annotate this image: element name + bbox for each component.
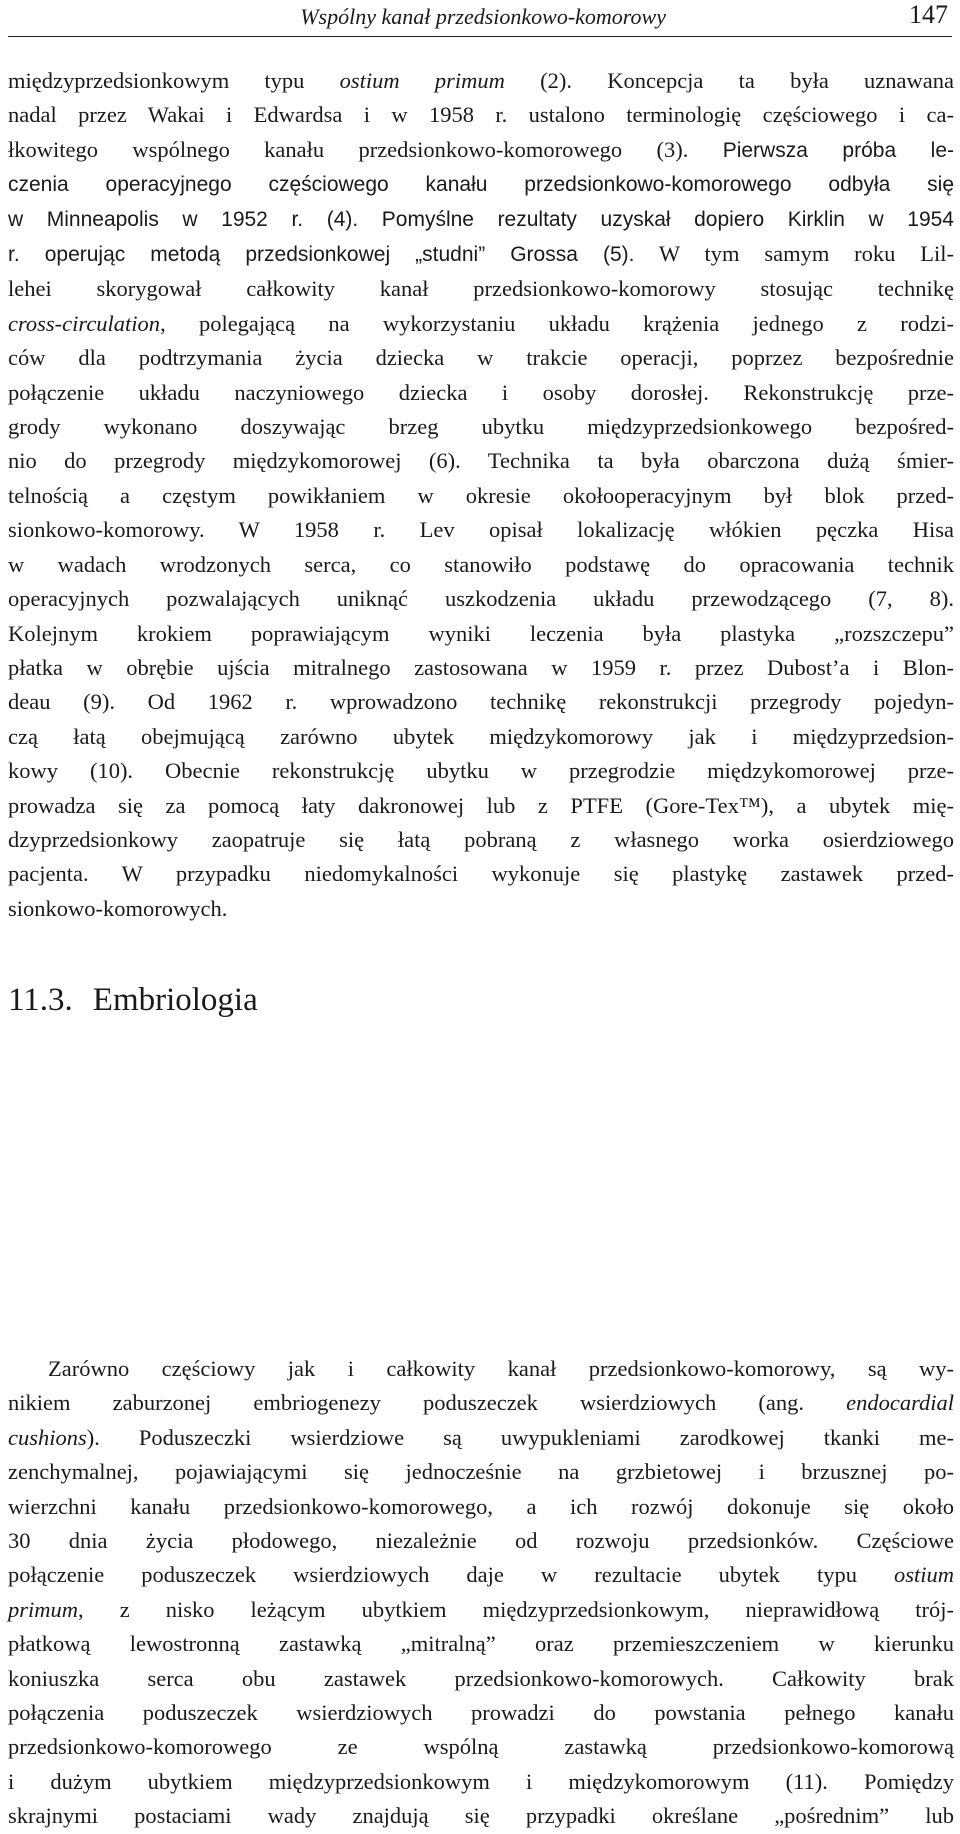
text-line: nikiem zaburzonej embriogenezy poduszeczek wsierdziowych (ang. endocardial xyxy=(8,1390,954,1416)
text-line: płatka w obrębie ujścia mitralnego zastosowana w 1959 r. przez Dubost’a i Blon- xyxy=(8,654,954,680)
text-line: połączenia poduszeczek wsierdziowych prowadzi do powstania pełnego kanału xyxy=(8,1700,954,1726)
text-line: czenia operacyjnego częściowego kanału przedsionkowo-komorowego odbyła się xyxy=(8,173,954,197)
text-line: skrajnymi postaciami wady znajdują się przypadki określane „pośrednim” lub xyxy=(8,1803,954,1829)
text-line: w Minneapolis w 1952 r. (4). Pomyślne rezultaty uzyskał dopiero Kirklin w 1954 xyxy=(8,207,954,231)
text-line: Kolejnym krokiem poprawiającym wyniki leczenia była plastyka „rozszczepu” xyxy=(8,620,954,646)
text-line: sionkowo-komorowy. W 1958 r. Lev opisał lokalizację włókien pęczka Hisa xyxy=(8,517,954,543)
running-title: Wspólny kanał przedsionkowo-komorowy xyxy=(300,4,666,29)
text-line: przedsionkowo-komorowego ze wspólną zastawką przedsionkowo-komorową xyxy=(8,1734,954,1760)
text-line: nio do przegrody międzykomorowej (6). Technika ta była obarczona dużą śmier- xyxy=(8,448,954,474)
header-rule xyxy=(8,36,952,37)
running-header xyxy=(8,0,952,36)
section-number: 11.3. xyxy=(8,982,73,1018)
text-line: międzyprzedsionkowym typu ostium primum (2). Koncepcja ta była uznawana xyxy=(8,68,955,93)
text-line: połączenie poduszeczek wsierdziowych daje w rezultacie ubytek typu ostium xyxy=(8,1562,954,1588)
text-line: pacjenta. W przypadku niedomykalności wykonuje się plastykę zastawek przed- xyxy=(8,861,954,887)
paragraph-embryology xyxy=(8,1352,954,1834)
section-title: Embriologia xyxy=(92,982,258,1018)
text-line: nadal przez Wakai i Edwardsa i w 1958 r. ustalono terminologię częściowego i ca- xyxy=(8,102,954,128)
section-heading xyxy=(8,980,258,1020)
text-line: łkowitego wspólnego kanału przedsionkowo-komorowego (3). Pierwsza próba le- xyxy=(8,136,955,162)
text-line: prowadza się za pomocą łaty dakronowej lub z PTFE (Gore-Tex™), a ubytek mię- xyxy=(8,792,954,818)
text-line: cross-circulation, polegającą na wykorzystaniu układu krążenia jednego z rodzi- xyxy=(8,310,954,336)
text-line: sionkowo-komorowych. xyxy=(8,895,228,921)
text-line: połączenie układu naczyniowego dziecka i osoby dorosłej. Rekonstrukcję prze- xyxy=(8,379,954,405)
text-line: zenchymalnej, pojawiającymi się jednocześnie na grzbietowej i brzusznej po- xyxy=(8,1459,954,1485)
text-line: cushions). Poduszeczki wsierdziowe są uwypukleniami zarodkowej tkanki me- xyxy=(8,1424,954,1450)
text-line: operacyjnych pozwalających uniknąć uszkodzenia układu przewodzącego (7, 8). xyxy=(8,586,954,612)
text-line: 30 dnia życia płodowego, niezależnie od rozwoju przedsionków. Częściowe xyxy=(8,1528,954,1554)
text-line: r. operując metodą przedsionkowej „studni” Grossa (5). W tym samym roku Lil- xyxy=(8,241,954,267)
text-line: wierzchni kanału przedsionkowo-komorowego, a ich rozwój dokonuje się około xyxy=(8,1493,954,1519)
text-line: kowy (10). Obecnie rekonstrukcję ubytku w przegrodzie międzykomorowej prze- xyxy=(8,758,954,784)
text-line: czą łatą obejmującą zarówno ubytek międzykomorowy jak i międzyprzedsion- xyxy=(8,723,954,749)
text-line: telnością a częstym powikłaniem w okresie okołooperacyjnym był blok przed- xyxy=(8,482,954,508)
text-line: płatkową lewostronną zastawką „mitralną” oraz przemieszczeniem w kierunku xyxy=(8,1631,954,1657)
text-line: koniuszka serca obu zastawek przedsionkowo-komorowych. Całkowity brak xyxy=(8,1665,954,1691)
text-line: dzyprzedsionkowy zaopatruje się łatą pobraną z własnego worka osierdziowego xyxy=(8,826,954,852)
text-line: lehei skorygował całkowity kanał przedsionkowo-komorowy stosując technikę xyxy=(8,276,954,302)
text-line: grody wykonano doszywając brzeg ubytku międzyprzedsionkowego bezpośred- xyxy=(8,414,954,440)
text-line: deau (9). Od 1962 r. wprowadzono technikę rekonstrukcji przegrody pojedyn- xyxy=(8,689,954,715)
text-line: w wadach wrodzonych serca, co stanowiło podstawę do opracowania technik xyxy=(8,551,954,577)
text-line: Zarówno częściowy jak i całkowity kanał przedsionkowo-komorowy, są wy- xyxy=(48,1356,954,1381)
text-line: ców dla podtrzymania życia dziecka w trakcie operacji, poprzez bezpośrednie xyxy=(8,345,954,371)
text-line: primum, z nisko leżącym ubytkiem międzyprzedsionkowym, nieprawidłową trój- xyxy=(8,1596,954,1622)
text-line: i dużym ubytkiem międzyprzedsionkowym i międzykomorowym (11). Pomiędzy xyxy=(8,1768,954,1794)
paragraph-history xyxy=(8,64,954,926)
page-number: 147 xyxy=(909,0,948,29)
